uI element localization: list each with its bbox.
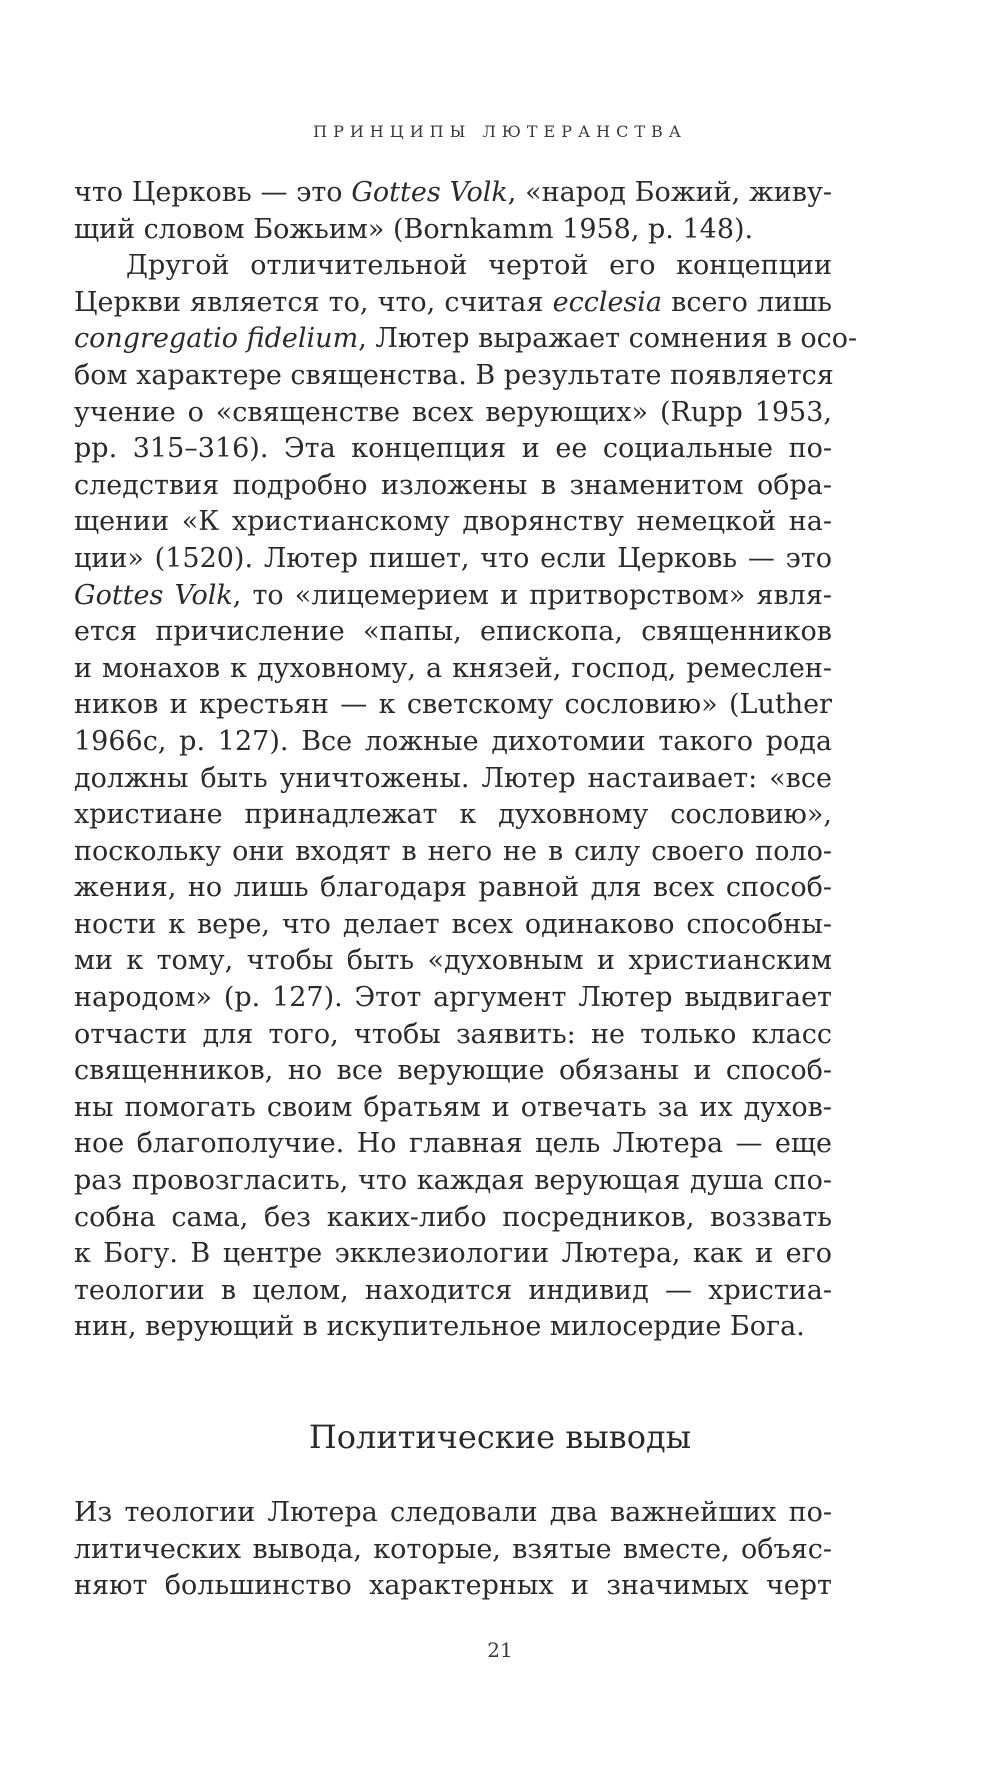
text-segment: ности к вере, что делает всех одинаково способны- (74, 908, 832, 940)
text-segment: ется причисление «папы, епископа, священников (74, 616, 832, 648)
text-line (74, 1090, 832, 1127)
text-segment: поскольку они входят в него не в силу своего поло- (74, 835, 832, 867)
text-segment: Церкви является то, что, считая (74, 286, 553, 318)
text-line (74, 1568, 832, 1605)
text-segment: и монахов к духовному, а князей, господ, ремеслен- (74, 652, 832, 684)
text-line (74, 687, 832, 724)
text-line (74, 834, 832, 871)
text-segment: , Лютер выражает сомнения в осо- (358, 323, 858, 355)
text-line (74, 468, 832, 505)
text-segment: ecclesia (552, 286, 663, 318)
text-segment: нин, верующий в искупительное милосердие Бога. (74, 1311, 805, 1343)
text-segment: собна сама, без каких-либо посредников, воззвать (74, 1201, 832, 1233)
text-line (74, 285, 832, 322)
text-segment: , «народ Божий, живу- (507, 177, 832, 208)
text-line (74, 614, 832, 651)
text-segment: бом характере священства. В результате появляется (74, 359, 834, 391)
text-line (74, 980, 832, 1017)
text-line (74, 870, 832, 907)
text-segment: congregatio fidelium (74, 323, 359, 355)
text-line (74, 541, 832, 578)
text-segment: ми к тому, чтобы быть «духовным и христианским (74, 945, 832, 977)
text-segment: , то «лицемерием и притворством» явля- (232, 579, 832, 611)
text-line (74, 504, 832, 541)
text-line (74, 358, 832, 395)
text-segment: жения, но лишь благодаря равной для всех способ- (74, 872, 832, 904)
text-segment: к Богу. В центре экклезиологии Лютера, как и его (74, 1238, 832, 1270)
text-line (74, 395, 832, 432)
text-line (74, 1495, 832, 1532)
text-segment: 1966c, p. 127). Все ложные дихотомии такого рода (74, 725, 832, 757)
text-line (74, 724, 832, 761)
text-line (74, 1126, 832, 1163)
text-line (74, 321, 858, 358)
text-line (74, 1532, 832, 1569)
text-segment: всего лишь (662, 286, 832, 318)
text-line (74, 175, 832, 212)
text-segment: щении «К христианскому дворянству немецкой на- (74, 506, 832, 538)
text-line (74, 1273, 832, 1310)
text-segment: ны помогать своим братьям и отвечать за их духов- (74, 1091, 832, 1123)
text-segment: Gottes Volk (74, 579, 233, 611)
text-line (74, 1017, 832, 1054)
text-line (74, 1200, 832, 1237)
text-segment: щий словом Божьим» (Bornkamm 1958, p. 148). (74, 213, 754, 245)
text-segment: няют большинство характерных и значимых черт (74, 1570, 832, 1602)
text-segment: ции» (1520). Лютер пишет, что если Церковь — это (74, 542, 832, 574)
page-number: 21 (487, 1638, 513, 1662)
text-segment: должны быть уничтожены. Лютер настаивает: «все (74, 762, 832, 794)
text-line (74, 797, 832, 834)
text-segment: Gottes Volk (351, 177, 508, 208)
text-segment: народом» (p. 127). Этот аргумент Лютер выдвигает (74, 982, 832, 1014)
text-segment: следствия подробно изложены в знаменитом обра- (74, 469, 832, 501)
text-line (74, 1163, 832, 1200)
text-segment: литических вывода, которые, взятые вместе, объяс- (74, 1533, 832, 1565)
text-segment: священников, но все верующие обязаны и способ- (74, 1055, 832, 1087)
text-segment: Из теологии Лютера следовали два важнейших по- (74, 1497, 832, 1528)
text-segment: теологии в целом, находится индивид — христиа- (74, 1274, 832, 1306)
text-line (74, 1309, 832, 1346)
body-text-2 (74, 1495, 832, 1605)
text-segment: раз провозгласить, что каждая верующая душа спо- (74, 1165, 832, 1197)
text-segment: Другой отличительной чертой его концепции (126, 250, 832, 282)
text-segment: pp. 315–316). Эта концепция и ее социальные по- (74, 433, 832, 465)
text-segment: что Церковь — это (74, 177, 352, 208)
body-text-1 (74, 175, 858, 1346)
text-segment: ников и крестьян — к светскому сословию» (Luther (74, 689, 832, 721)
text-line (74, 761, 832, 798)
text-line (74, 431, 832, 468)
text-line (74, 248, 832, 285)
running-head: ПРИНЦИПЫ ЛЮТЕРАНСТВА (313, 122, 687, 141)
text-line (74, 651, 832, 688)
text-line (74, 907, 832, 944)
text-line (74, 212, 832, 249)
text-line (74, 1236, 832, 1273)
text-line (74, 578, 832, 615)
text-segment: христиане принадлежат к духовному сословию», (74, 799, 832, 831)
section-heading: Политические выводы (308, 1418, 692, 1456)
text-line (74, 1053, 832, 1090)
text-segment: ное благополучие. Но главная цель Лютера — еще (74, 1128, 832, 1160)
text-segment: учение о «священстве всех верующих» (Rupp 1953, (74, 396, 832, 428)
text-line (74, 943, 832, 980)
text-segment: отчасти для того, чтобы заявить: не только класс (74, 1018, 832, 1050)
